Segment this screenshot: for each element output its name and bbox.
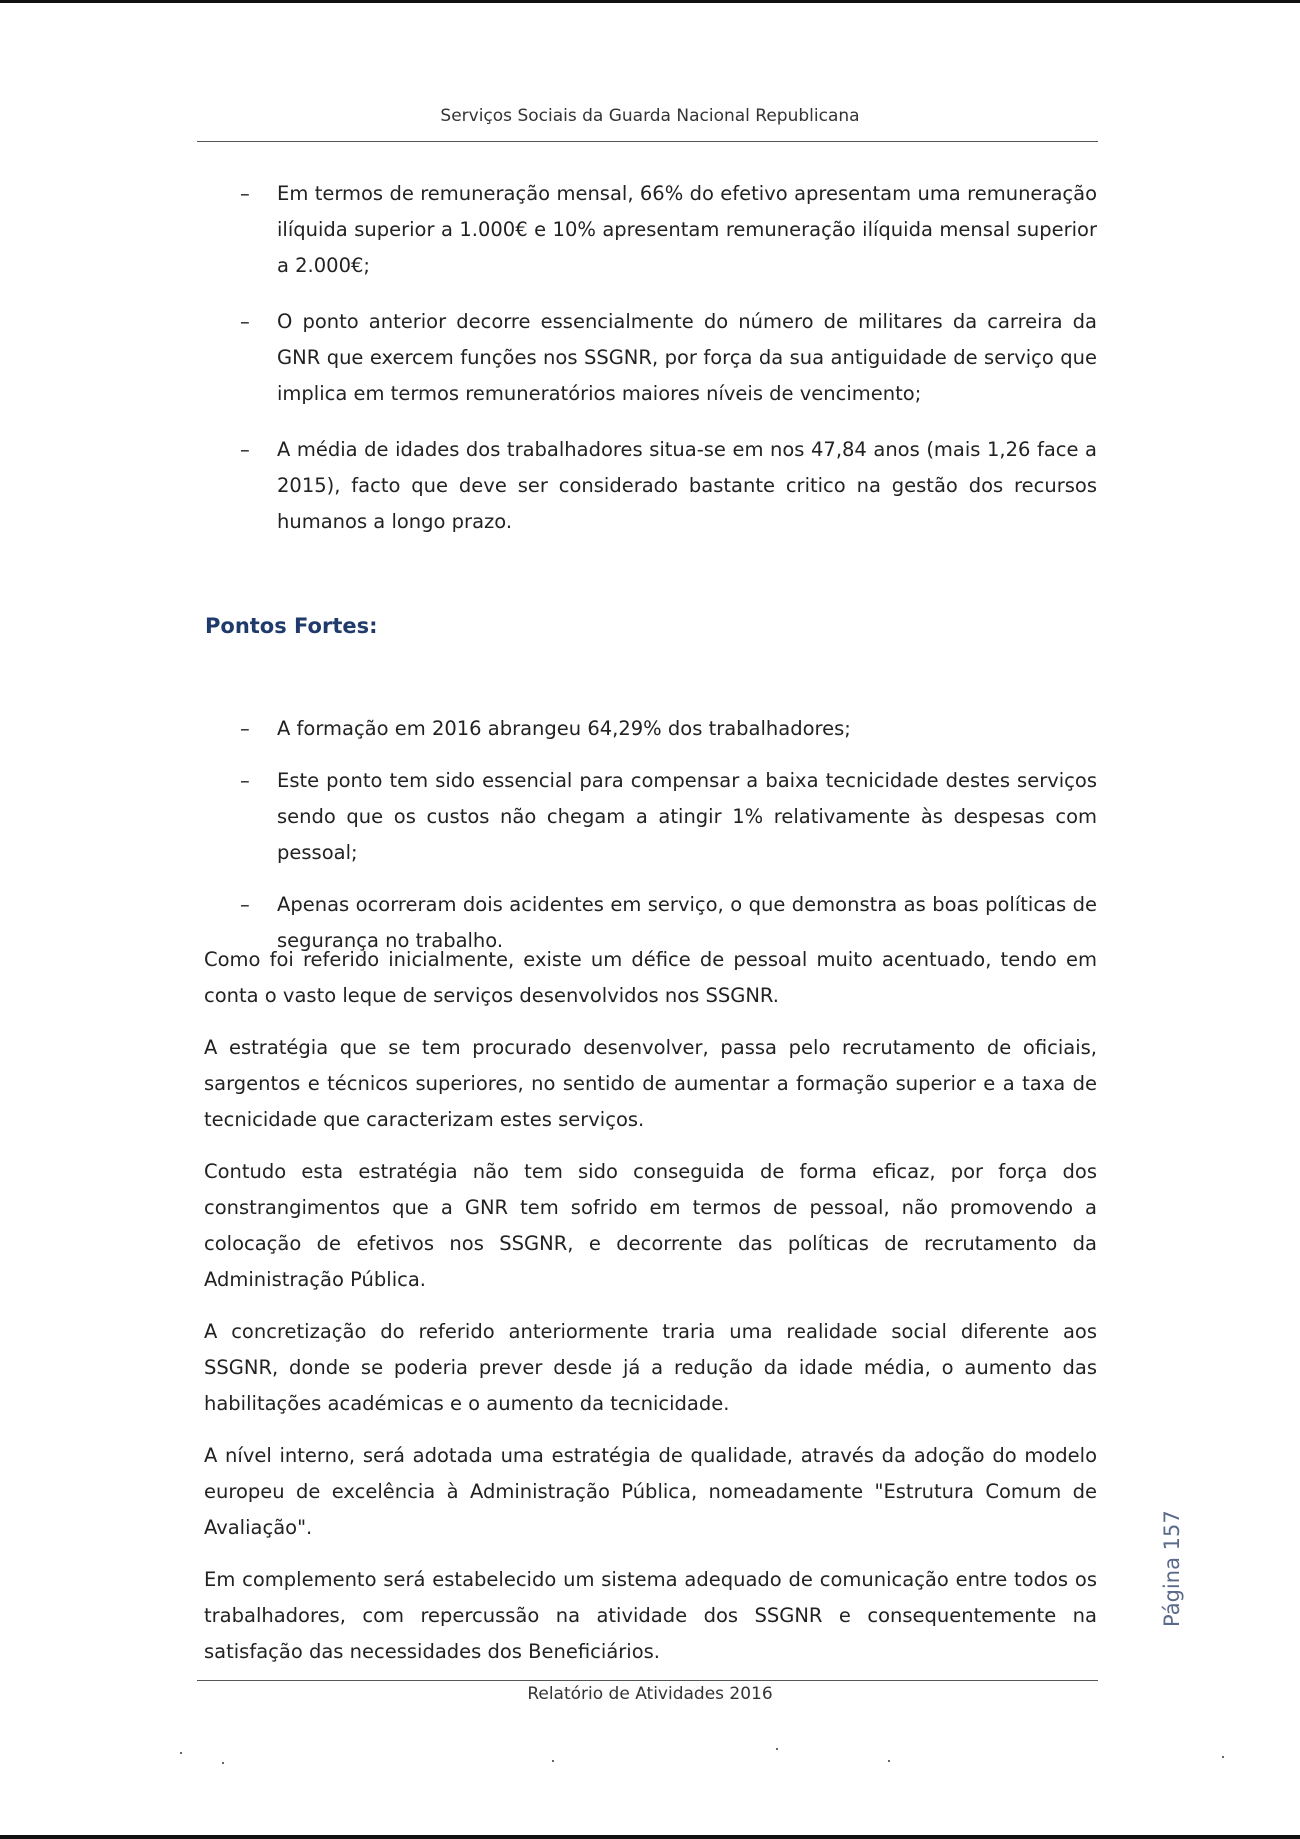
list-item-text: Apenas ocorreram dois acidentes em serviço, o que demonstra as boas políticas de segurança no trabalho. <box>277 893 1097 952</box>
bullet-list-strengths <box>0 711 1097 975</box>
paragraph: Como foi referido inicialmente, existe um défice de pessoal muito acentuado, tendo em conta o vasto leque de serviços desenvolvidos nos SSGNR. <box>204 948 1097 1007</box>
list-item-text: A média de idades dos trabalhadores situa-se em nos 47,84 anos (mais 1,26 face a 2015), facto que deve ser considerado bastante critico na gestão dos recursos humanos a longo prazo. <box>277 438 1097 533</box>
paragraph: Em complemento será estabelecido um sistema adequado de comunicação entre todos os trabalhadores, com repercussão na atividade dos SSGNR e consequentemente na satisfação das necessidades dos Beneficiários. <box>204 1568 1097 1663</box>
page-number: Página 157 <box>1160 1510 1184 1627</box>
scan-speck <box>776 1748 778 1750</box>
list-item <box>0 304 1097 412</box>
paragraph: A estratégia que se tem procurado desenvolver, passa pelo recrutamento de oficiais, sargentos e técnicos superiores, no sentido de aumentar a formação superior e a taxa de tecnicidade que caracterizam estes serviços. <box>204 1036 1097 1131</box>
scan-speck <box>552 1760 554 1762</box>
list-item-text: Este ponto tem sido essencial para compensar a baixa tecnicidade destes serviços sendo que os custos não chegam a atingir 1% relativamente às despesas com pessoal; <box>277 769 1097 864</box>
list-item <box>0 763 1097 871</box>
scan-border-bottom <box>0 1835 1300 1839</box>
body-paragraphs <box>204 942 1097 1686</box>
paragraph: A nível interno, será adotada uma estratégia de qualidade, através da adoção do modelo europeu de excelência à Administração Pública, nomeadamente "Estrutura Comum de Avaliação". <box>204 1444 1097 1539</box>
list-item <box>0 711 1097 747</box>
list-item-text: O ponto anterior decorre essencialmente do número de militares da carreira da GNR que exercem funções nos SSGNR, por força da sua antiguidade de serviço que implica em termos remuneratórios maiores níveis de vencimento; <box>277 310 1097 405</box>
dash-marker: – <box>240 769 250 792</box>
scan-speck <box>888 1760 890 1762</box>
dash-marker: – <box>240 182 250 205</box>
list-item-text: A formação em 2016 abrangeu 64,29% dos trabalhadores; <box>277 717 851 740</box>
header-divider <box>197 141 1098 142</box>
footer-divider <box>197 1680 1098 1681</box>
list-item-text: Em termos de remuneração mensal, 66% do efetivo apresentam uma remuneração ilíquida superior a 1.000€ e 10% apresentam remuneração ilíquida mensal superior a 2.000€; <box>277 182 1097 277</box>
list-item <box>0 176 1097 284</box>
running-footer: Relatório de Atividades 2016 <box>527 1684 773 1704</box>
paragraph: Contudo esta estratégia não tem sido conseguida de forma eficaz, por força dos constrangimentos que a GNR tem sofrido em termos de pessoal, não promovendo a colocação de efetivos nos SSGNR, e decorrente das políticas de recrutamento da Administração Pública. <box>204 1160 1097 1291</box>
dash-marker: – <box>240 438 250 461</box>
scan-speck <box>180 1752 182 1754</box>
section-heading-strengths: Pontos Fortes: <box>205 614 378 638</box>
scan-speck <box>222 1762 224 1764</box>
paragraph: A concretização do referido anteriormente traria uma realidade social diferente aos SSGNR, donde se poderia prever desde já a redução da idade média, o aumento das habilitações académicas e o aumento da tecnicidade. <box>204 1320 1097 1415</box>
running-header: Serviços Sociais da Guarda Nacional Republicana <box>440 106 860 126</box>
list-item <box>0 432 1097 540</box>
bullet-list-remuneration <box>0 176 1097 560</box>
dash-marker: – <box>240 310 250 333</box>
scan-border-top <box>0 0 1300 3</box>
dash-marker: – <box>240 717 250 740</box>
dash-marker: – <box>240 893 250 916</box>
scan-speck <box>1222 1756 1224 1758</box>
